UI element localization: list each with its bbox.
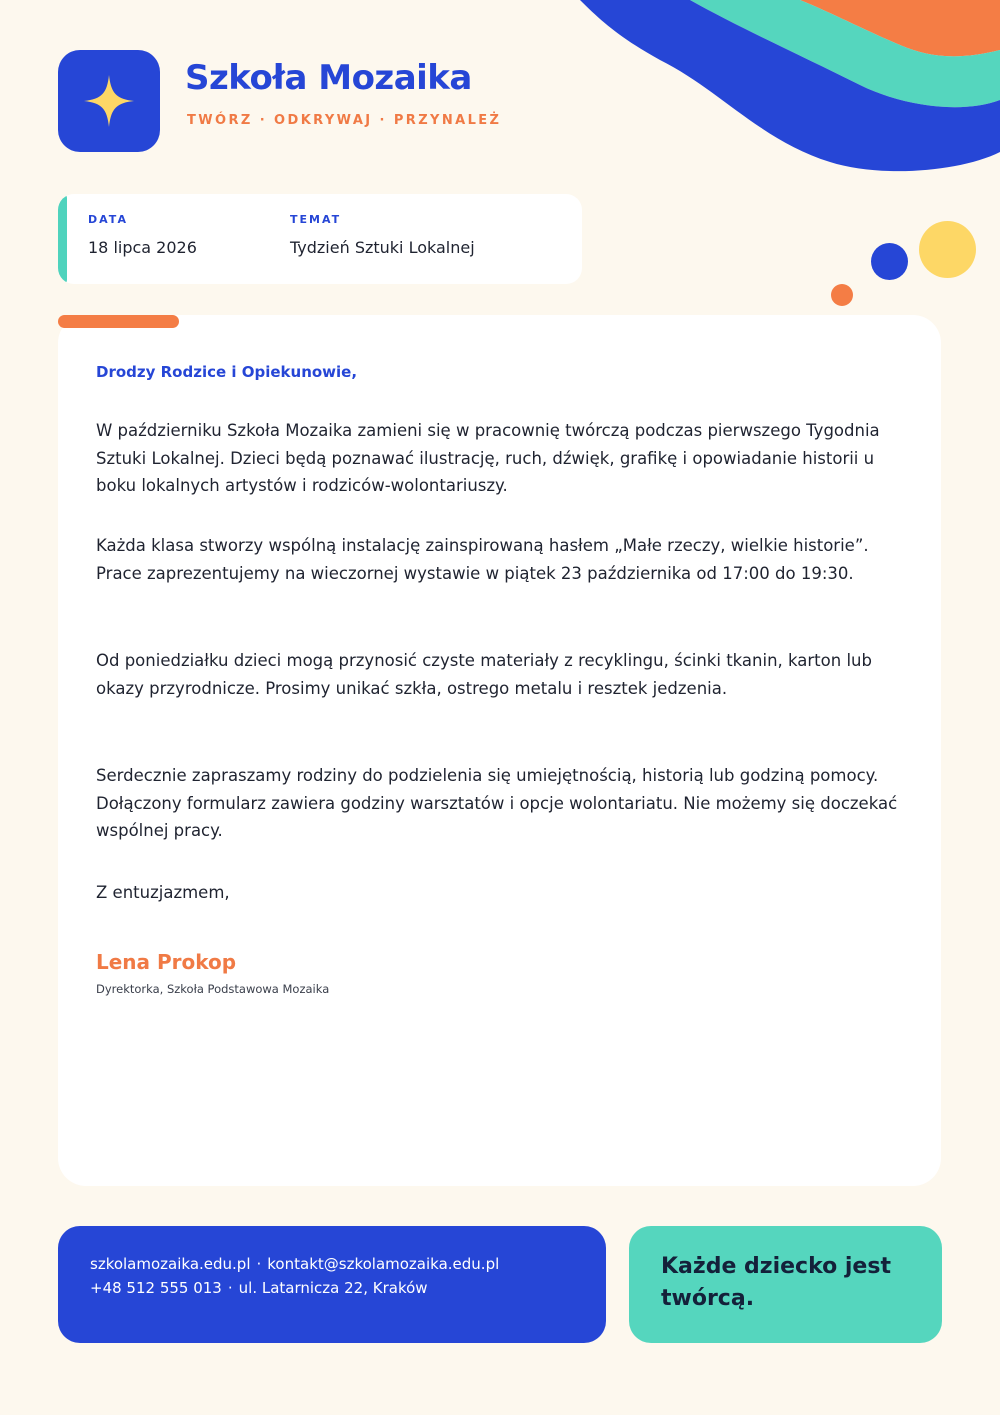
letter-paragraph: Każda klasa stworzy wspólną instalację zainspirowaną hasłem „Małe rzeczy, wielkie historie”. Prace zaprezentujemy na wieczornej wystawie w piątek 23 października od 17:00 do 19:30. xyxy=(96,536,869,583)
letter-paragraph: Od poniedziałku dzieci mogą przynosić czyste materiały z recyklingu, ścinki tkanin, karton lub okazy przyrodnicze. Prosimy unikać szkła, ostrego metalu i resztek jedzenia. xyxy=(96,651,872,698)
decorative-orange-bar xyxy=(58,315,179,328)
tagline-word: TWÓRZ xyxy=(187,113,253,128)
letter-meta-card xyxy=(58,194,582,284)
tagline-word: ODKRYWAJ xyxy=(274,113,373,128)
tagline-separator: · xyxy=(259,113,268,128)
subject-value: Tydzień Sztuki Lokalnej xyxy=(290,238,475,257)
school-tagline xyxy=(187,113,501,128)
email-link[interactable]: kontakt@szkolamozaika.edu.pl xyxy=(267,1255,500,1273)
date-field xyxy=(88,213,197,257)
meta-accent-bar xyxy=(58,194,67,284)
date-label: DATA xyxy=(88,213,128,226)
contact-separator: · xyxy=(256,1255,262,1273)
phone-number[interactable]: +48 512 555 013 xyxy=(90,1279,222,1297)
signature-name: Lena Prokop xyxy=(96,950,237,974)
contact-footer xyxy=(58,1226,606,1343)
sparkle-icon xyxy=(58,50,160,152)
letter-closing: Z entuzjazmem, xyxy=(96,883,230,902)
letter-paragraph: W październiku Szkoła Mozaika zamieni się w pracownię twórczą podczas pierwszego Tygodnia Sztuki Lokalnej. Dzieci będą poznawać ilustrację, ruch, dźwięk, grafikę i opowiadanie historii u boku lokalnych artystów i rodziców-wolontariuszy. xyxy=(96,421,880,495)
letter-body-card xyxy=(58,315,941,1186)
subject-field xyxy=(290,213,475,257)
letter-paragraph: Serdecznie zapraszamy rodziny do podzielenia się umiejętnością, historią lub godziną pomocy. Dołączony formularz zawiera godziny warsztatów i opcje wolontariatu. Nie możemy się doczekać wspólnej pracy. xyxy=(96,766,898,840)
decorative-dot-blue xyxy=(871,243,908,280)
postal-address: ul. Latarnicza 22, Kraków xyxy=(238,1279,428,1297)
contact-line-web xyxy=(90,1255,499,1273)
date-value: 18 lipca 2026 xyxy=(88,238,197,257)
school-logo xyxy=(58,50,160,152)
contact-line-address xyxy=(90,1279,428,1297)
decorative-dot-yellow xyxy=(919,221,976,278)
signature-role: Dyrektorka, Szkoła Podstawowa Mozaika xyxy=(96,982,330,996)
decorative-dot-orange xyxy=(831,284,853,306)
school-name: Szkoła Mozaika xyxy=(185,58,472,98)
subject-label: TEMAT xyxy=(290,213,342,226)
website-link[interactable]: szkolamozaika.edu.pl xyxy=(90,1255,251,1273)
motto-text: Każde dziecko jest twórcą. xyxy=(661,1254,891,1311)
tagline-word: PRZYNALEŻ xyxy=(393,113,502,128)
letter-greeting: Drodzy Rodzice i Opiekunowie, xyxy=(96,363,358,381)
contact-separator: · xyxy=(227,1279,233,1297)
tagline-separator: · xyxy=(379,113,387,128)
motto-box xyxy=(629,1226,942,1343)
